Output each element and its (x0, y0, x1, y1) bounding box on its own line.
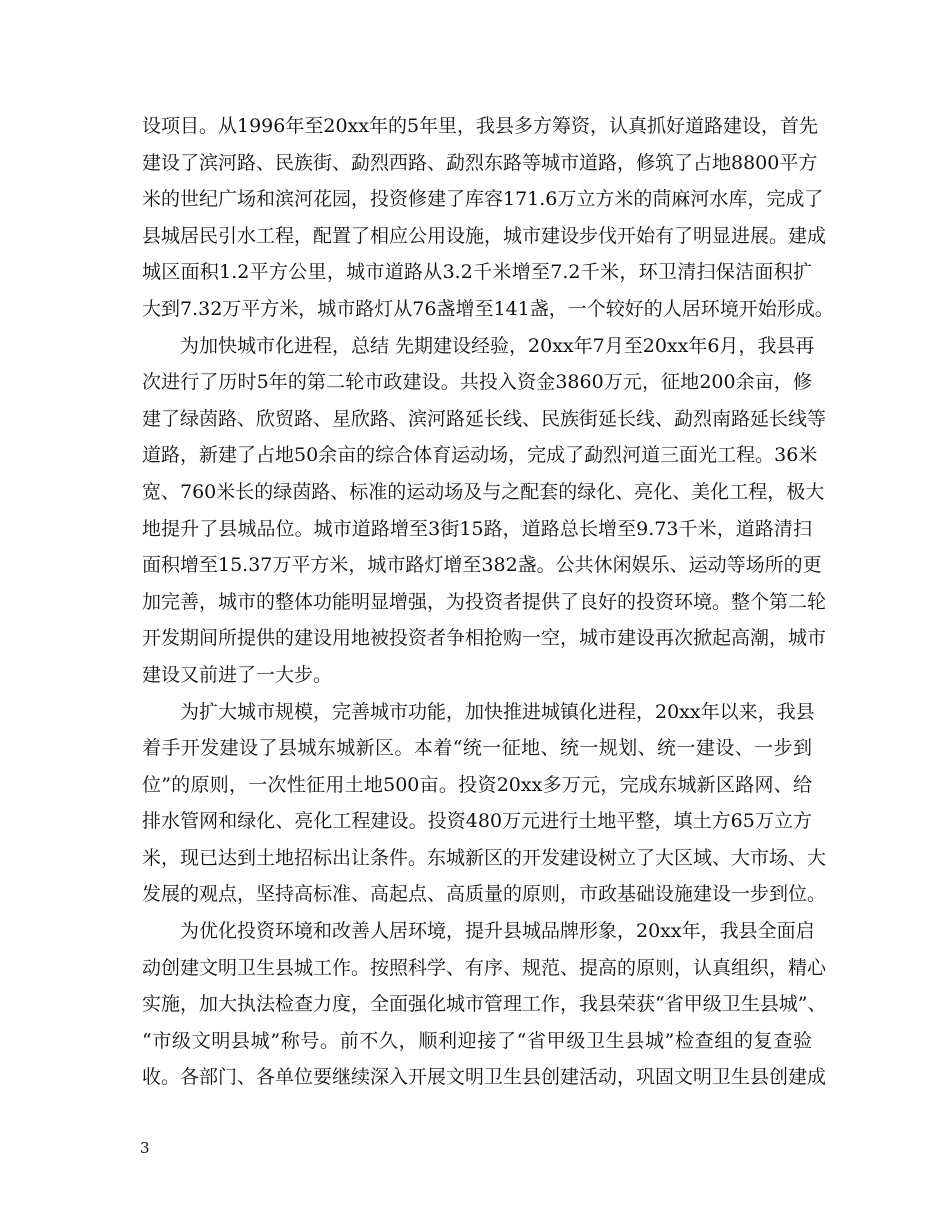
text-line: 开发期间所提供的建设用地被投资者争相抢购一空，城市建设再次掀起高潮，城市 (142, 627, 827, 650)
page-number: 3 (140, 1139, 150, 1157)
text-line: 实施，加大执法检查力度，全面强化城市管理工作，我县荣获“省甲级卫生县城”、 (142, 993, 827, 1016)
text-line: 设项目。从1996年至20xx年的5年里，我县多方筹资，认真抓好道路建设，首先 (142, 115, 819, 137)
text-line: 县城居民引水工程，配置了相应公用设施，城市建设步伐开始有了明显进展。建成 (142, 224, 827, 247)
text-line: 道路，新建了占地50余亩的综合体育运动场，完成了勐烈河道三面光工程。36米 (142, 444, 818, 467)
text-line: 面积增至15.37万平方米，城市路灯增至382盏。公共休闲娱乐、运动等场所的更 (142, 554, 822, 577)
text-line: 建设又前进了一大步。 (142, 663, 333, 686)
text-line: 建设了滨河路、民族街、勐烈西路、勐烈东路等城市道路，修筑了占地8800平方 (142, 151, 818, 174)
text-line: 建了绿茵路、欣贸路、星欣路、滨河路延长线、民族街延长线、勐烈南路延长线等 (142, 407, 827, 430)
text-line: 加完善，城市的整体功能明显增强，为投资者提供了良好的投资环境。整个第二轮 (142, 590, 827, 613)
text-line: 排水管网和绿化、亮化工程建设。投资480万元进行土地平整，填土方65万立方 (142, 810, 812, 833)
text-line: 次进行了历时5年的第二轮市政建设。共投入资金3860万元，征地200余亩，修 (142, 371, 812, 394)
text-line: 收。各部门、各单位要继续深入开展文明卫生县创建活动，巩固文明卫生县创建成 (142, 1066, 827, 1089)
paragraph-start-line: 为加快城市化进程，总结 先期建设经验，20xx年7月至20xx年6月，我县再 (180, 334, 815, 357)
text-line: 米的世纪广场和滨河花园，投资修建了库容171.6万立方米的茼麻河水库，完成了 (142, 188, 824, 211)
text-line: 动创建文明卫生县城工作。按照科学、有序、规范、提高的原则，认真组织，精心 (142, 956, 827, 979)
text-line: 位”的原则，一次性征用土地500亩。投资20xx多万元，完成东城新区路网、给 (142, 773, 812, 796)
text-line: 大到7.32万平方米，城市路灯从76盏增至141盏，一个较好的人居环境开始形成。 (142, 297, 834, 320)
paragraph-start-line: 为扩大城市规模，完善城市功能，加快推进城镇化进程，20xx年以来，我县 (180, 700, 815, 723)
text-line: 地提升了县城品位。城市道路增至3街15路，道路总长增至9.73千米，道路清扫 (142, 517, 812, 540)
text-line: 着手开发建设了县城东城新区。本着“统一征地、统一规划、统一建设、一步到 (142, 737, 812, 760)
text-line: 米，现已达到土地招标出让条件。东城新区的开发建设树立了大区域、大市场、大 (142, 846, 827, 869)
text-line: “市级文明县城”称号。前不久，顺利迎接了“省甲级卫生县城”检查组的复查验 (142, 1029, 812, 1052)
text-line: 宽、760米长的绿茵路、标准的运动场及与之配套的绿化、亮化、美化工程，极大 (142, 480, 825, 503)
text-line: 城区面积1.2平方公里，城市道路从3.2千米增至7.2千米，环卫清扫保洁面积扩 (142, 261, 812, 284)
text-line: 发展的观点，坚持高标准、高起点、高质量的原则，市政基础设施建设一步到位。 (142, 883, 827, 906)
body-text (142, 108, 834, 1096)
paragraph-start-line: 为优化投资环境和改善人居环境，提升县城品牌形象，20xx年，我县全面启 (180, 920, 815, 943)
